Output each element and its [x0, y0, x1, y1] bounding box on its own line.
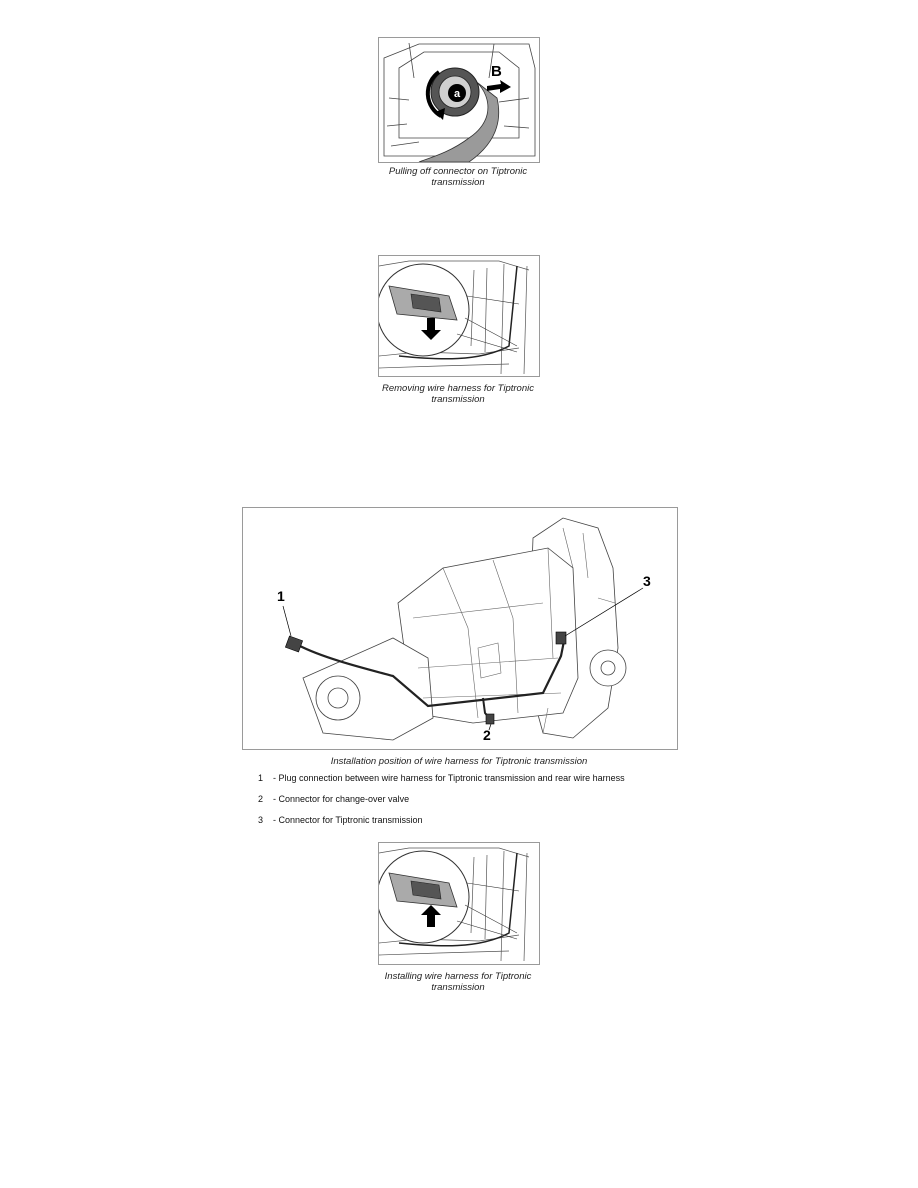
legend — [258, 773, 718, 836]
callout-b: B — [491, 63, 502, 80]
harness-installation-illustration — [379, 843, 539, 964]
connector-pulloff-illustration — [379, 38, 539, 162]
figure-4-caption: Installing wire harness for Tiptronic transmission — [384, 971, 532, 993]
legend-item — [258, 815, 718, 836]
legend-text: - Connector for Tiptronic transmission — [273, 815, 423, 825]
figure-1-caption: Pulling off connector on Tiptronic transmission — [388, 166, 528, 188]
legend-number: 1 — [258, 773, 264, 783]
legend-item — [258, 773, 718, 794]
legend-number: 3 — [258, 815, 264, 825]
figure-harness-installation-position — [242, 507, 678, 750]
legend-text: - Connector for change-over valve — [273, 794, 410, 804]
figure-harness-installation — [378, 842, 540, 965]
figure-harness-removal — [378, 255, 540, 377]
legend-item — [258, 794, 718, 815]
figure-2-caption: Removing wire harness for Tiptronic transmission — [382, 383, 534, 405]
callout-a: a — [453, 88, 461, 100]
legend-number: 2 — [258, 794, 264, 804]
harness-removal-illustration — [379, 256, 539, 376]
legend-text: - Plug connection between wire harness for Tiptronic transmission and rear wire harness — [273, 773, 625, 783]
callout-1: 1 — [277, 588, 285, 604]
callout-3: 3 — [643, 573, 651, 589]
callout-2: 2 — [483, 727, 491, 743]
figure-3-caption: Installation position of wire harness for Tiptronic transmission — [330, 756, 588, 767]
figure-connector-pulloff — [378, 37, 540, 163]
transmission-installation-illustration — [243, 508, 677, 749]
